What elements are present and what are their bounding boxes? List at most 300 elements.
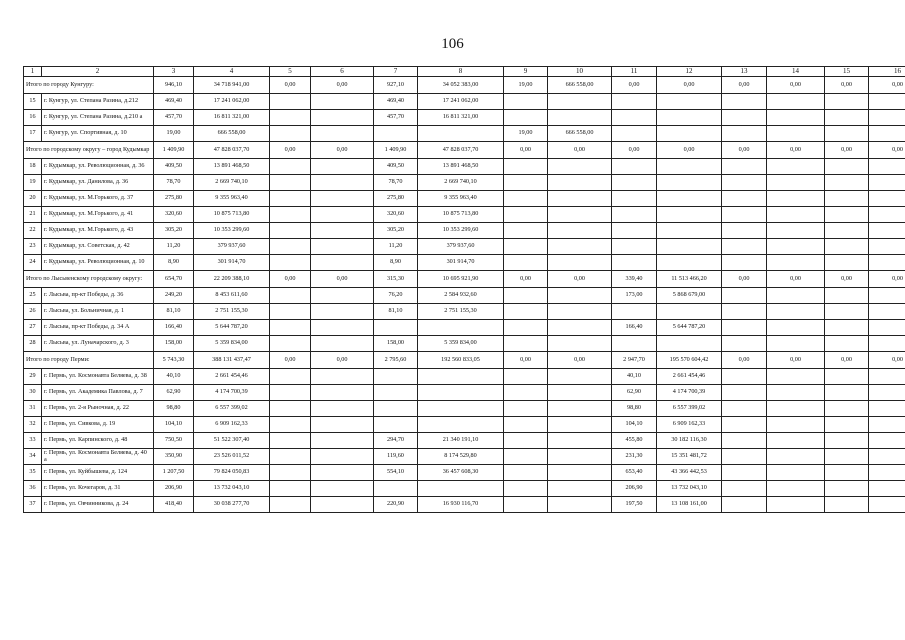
table-row: [24, 255, 905, 271]
value-cell: 5 644 787,20: [657, 320, 722, 336]
value-cell: 173,00: [612, 288, 657, 304]
value-cell: [767, 385, 825, 401]
value-cell: 5 359 834,00: [194, 336, 270, 352]
value-cell: [270, 449, 311, 465]
value-cell: [612, 304, 657, 320]
value-cell: [270, 110, 311, 126]
value-cell: 8,90: [154, 255, 194, 271]
table-row: [24, 369, 905, 385]
value-cell: 666 558,00: [194, 126, 270, 142]
value-cell: 0,00: [825, 77, 869, 94]
value-cell: 17 241 062,00: [418, 94, 504, 110]
value-cell: [869, 110, 905, 126]
header-cell: 15: [825, 67, 869, 77]
value-cell: [504, 207, 548, 223]
table-row: [24, 288, 905, 304]
address-cell: г. Пермь, ул. Космонавта Беляева, д. 38: [42, 369, 154, 385]
table-row: [24, 126, 905, 142]
value-cell: [504, 385, 548, 401]
subtotal-row: [24, 352, 905, 369]
value-cell: [311, 126, 374, 142]
value-cell: 2 661 454,46: [194, 369, 270, 385]
value-cell: [722, 336, 767, 352]
value-cell: 166,40: [154, 320, 194, 336]
value-cell: 0,00: [767, 271, 825, 288]
value-cell: [418, 320, 504, 336]
value-cell: [548, 239, 612, 255]
value-cell: [657, 175, 722, 191]
row-number: 31: [24, 401, 42, 417]
value-cell: [612, 191, 657, 207]
value-cell: [270, 175, 311, 191]
value-cell: [869, 433, 905, 449]
row-number: 30: [24, 385, 42, 401]
value-cell: 40,10: [154, 369, 194, 385]
value-cell: [548, 465, 612, 481]
table-row: [24, 481, 905, 497]
value-cell: [825, 401, 869, 417]
address-cell: г. Кудымкар, ул. Данилова, д. 36: [42, 175, 154, 191]
value-cell: [504, 255, 548, 271]
header-cell: 10: [548, 67, 612, 77]
value-cell: [825, 497, 869, 513]
address-cell: г. Пермь, ул. Куйбышева, д. 124: [42, 465, 154, 481]
value-cell: 275,80: [374, 191, 418, 207]
value-cell: 0,00: [869, 142, 905, 159]
value-cell: [504, 401, 548, 417]
header-cell: 4: [194, 67, 270, 77]
value-cell: [869, 369, 905, 385]
value-cell: [311, 159, 374, 175]
address-cell: г. Пермь, ул. Овчинникова, д. 24: [42, 497, 154, 513]
value-cell: 455,80: [612, 433, 657, 449]
value-cell: 554,10: [374, 465, 418, 481]
value-cell: [418, 417, 504, 433]
value-cell: 2 751 155,30: [418, 304, 504, 320]
value-cell: 21 340 191,10: [418, 433, 504, 449]
value-cell: [722, 417, 767, 433]
value-cell: [548, 288, 612, 304]
header-cell: 12: [657, 67, 722, 77]
value-cell: 22 209 388,10: [194, 271, 270, 288]
value-cell: [311, 288, 374, 304]
value-cell: 5 644 787,20: [194, 320, 270, 336]
address-cell: г. Кунгур, ул. Степана Разина, д.212: [42, 94, 154, 110]
value-cell: [504, 465, 548, 481]
value-cell: 17 241 062,00: [194, 94, 270, 110]
value-cell: [869, 175, 905, 191]
header-cell: 1: [24, 67, 42, 77]
header-cell: 9: [504, 67, 548, 77]
value-cell: [311, 465, 374, 481]
value-cell: [722, 191, 767, 207]
value-cell: 5 359 834,00: [418, 336, 504, 352]
value-cell: [722, 465, 767, 481]
value-cell: 104,10: [612, 417, 657, 433]
value-cell: [311, 320, 374, 336]
value-cell: 62,90: [154, 385, 194, 401]
value-cell: [825, 304, 869, 320]
value-cell: [311, 385, 374, 401]
value-cell: [311, 94, 374, 110]
value-cell: [311, 255, 374, 271]
value-cell: 0,00: [869, 352, 905, 369]
value-cell: 206,90: [154, 481, 194, 497]
value-cell: [767, 126, 825, 142]
address-cell: г. Лысьва, ул. Больничная, д. 1: [42, 304, 154, 320]
value-cell: [767, 481, 825, 497]
value-cell: 47 828 037,70: [194, 142, 270, 159]
value-cell: [825, 110, 869, 126]
table-row: [24, 433, 905, 449]
value-cell: [418, 481, 504, 497]
value-cell: [767, 207, 825, 223]
value-cell: 457,70: [154, 110, 194, 126]
value-cell: 305,20: [374, 223, 418, 239]
value-cell: 197,50: [612, 497, 657, 513]
value-cell: [270, 255, 311, 271]
value-cell: [548, 255, 612, 271]
table-row: [24, 320, 905, 336]
value-cell: [548, 94, 612, 110]
table-row: [24, 175, 905, 191]
value-cell: [767, 417, 825, 433]
value-cell: [548, 433, 612, 449]
value-cell: [722, 385, 767, 401]
value-cell: [548, 175, 612, 191]
value-cell: [504, 94, 548, 110]
value-cell: [825, 191, 869, 207]
value-cell: 0,00: [869, 77, 905, 94]
row-number: 21: [24, 207, 42, 223]
table-row: [24, 110, 905, 126]
address-cell: г. Кунгур, ул. Спортивная, д. 10: [42, 126, 154, 142]
value-cell: [825, 207, 869, 223]
value-cell: [504, 159, 548, 175]
value-cell: 2 584 932,60: [418, 288, 504, 304]
value-cell: 0,00: [722, 142, 767, 159]
value-cell: [767, 255, 825, 271]
table-row: [24, 304, 905, 320]
value-cell: [869, 417, 905, 433]
value-cell: 0,00: [612, 142, 657, 159]
value-cell: 16 811 321,00: [194, 110, 270, 126]
value-cell: [767, 159, 825, 175]
address-cell: г. Лысьва, пр-кт Победы, д. 34 А: [42, 320, 154, 336]
value-cell: 0,00: [722, 271, 767, 288]
table-row: [24, 336, 905, 352]
value-cell: 927,10: [374, 77, 418, 94]
value-cell: 0,00: [767, 142, 825, 159]
value-cell: [869, 401, 905, 417]
value-cell: 2 669 740,10: [194, 175, 270, 191]
value-cell: 2 751 155,30: [194, 304, 270, 320]
value-cell: 11,20: [374, 239, 418, 255]
value-cell: [270, 433, 311, 449]
value-cell: 192 560 833,05: [418, 352, 504, 369]
value-cell: [311, 304, 374, 320]
row-number: 36: [24, 481, 42, 497]
value-cell: 6 557 399,02: [194, 401, 270, 417]
value-cell: [311, 191, 374, 207]
value-cell: 275,80: [154, 191, 194, 207]
value-cell: [270, 94, 311, 110]
value-cell: [869, 94, 905, 110]
value-cell: [869, 126, 905, 142]
header-cell: 7: [374, 67, 418, 77]
value-cell: 350,90: [154, 449, 194, 465]
value-cell: [270, 288, 311, 304]
value-cell: [657, 223, 722, 239]
value-cell: 0,00: [270, 352, 311, 369]
address-cell: г. Пермь, ул. 2-я Рыночная, д. 22: [42, 401, 154, 417]
value-cell: 315,30: [374, 271, 418, 288]
value-cell: [548, 223, 612, 239]
value-cell: [825, 385, 869, 401]
table-row: [24, 207, 905, 223]
value-cell: [548, 207, 612, 223]
header-cell: 2: [42, 67, 154, 77]
value-cell: [825, 336, 869, 352]
value-cell: [504, 369, 548, 385]
value-cell: [869, 239, 905, 255]
value-cell: 0,00: [767, 352, 825, 369]
value-cell: 653,40: [612, 465, 657, 481]
row-number: 23: [24, 239, 42, 255]
value-cell: [311, 369, 374, 385]
value-cell: 231,30: [612, 449, 657, 465]
value-cell: [722, 369, 767, 385]
table-row: [24, 223, 905, 239]
address-cell: г. Пермь, ул. Кочегаров, д. 31: [42, 481, 154, 497]
value-cell: 5 743,30: [154, 352, 194, 369]
value-cell: [270, 336, 311, 352]
value-cell: 1 409,90: [374, 142, 418, 159]
page-number: 106: [441, 36, 464, 52]
value-cell: [657, 191, 722, 207]
value-cell: 13 891 468,50: [418, 159, 504, 175]
value-cell: [767, 336, 825, 352]
value-cell: [548, 417, 612, 433]
subtotal-label: Итого по городскому округу – город Кудымкар: [24, 142, 154, 159]
value-cell: [657, 126, 722, 142]
value-cell: 0,00: [825, 142, 869, 159]
value-cell: [722, 110, 767, 126]
address-cell: г. Кудымкар, ул. М.Горького, д. 43: [42, 223, 154, 239]
value-cell: 10 695 921,90: [418, 271, 504, 288]
value-cell: [374, 369, 418, 385]
value-cell: 2 669 740,10: [418, 175, 504, 191]
value-cell: [722, 175, 767, 191]
row-number: 17: [24, 126, 42, 142]
header-cell: 13: [722, 67, 767, 77]
value-cell: [869, 304, 905, 320]
value-cell: 457,70: [374, 110, 418, 126]
value-cell: 119,60: [374, 449, 418, 465]
value-cell: [504, 191, 548, 207]
value-cell: [612, 255, 657, 271]
value-cell: 388 131 437,47: [194, 352, 270, 369]
row-number: 27: [24, 320, 42, 336]
value-cell: [548, 481, 612, 497]
row-number: 26: [24, 304, 42, 320]
value-cell: [374, 126, 418, 142]
value-cell: [504, 175, 548, 191]
row-number: 37: [24, 497, 42, 513]
value-cell: 0,00: [311, 77, 374, 94]
address-cell: г. Кунгур, ул. Степана Разина, д.210 а: [42, 110, 154, 126]
value-cell: [504, 336, 548, 352]
value-cell: 158,00: [154, 336, 194, 352]
value-cell: [311, 433, 374, 449]
value-cell: [869, 320, 905, 336]
value-cell: 79 824 050,83: [194, 465, 270, 481]
address-cell: г. Пермь, ул. Академика Павлова, д. 7: [42, 385, 154, 401]
value-cell: 13 891 468,50: [194, 159, 270, 175]
value-cell: 469,40: [374, 94, 418, 110]
value-cell: [504, 497, 548, 513]
value-cell: [767, 191, 825, 207]
value-cell: [825, 481, 869, 497]
value-cell: 0,00: [657, 77, 722, 94]
header-cell: 16: [869, 67, 905, 77]
value-cell: [722, 223, 767, 239]
value-cell: [548, 191, 612, 207]
value-cell: [722, 320, 767, 336]
value-cell: 11,20: [154, 239, 194, 255]
value-cell: [767, 304, 825, 320]
row-number: 24: [24, 255, 42, 271]
value-cell: [504, 288, 548, 304]
value-cell: [311, 336, 374, 352]
value-cell: [311, 175, 374, 191]
value-cell: [418, 126, 504, 142]
value-cell: [825, 126, 869, 142]
value-cell: [311, 417, 374, 433]
value-cell: 34 718 941,00: [194, 77, 270, 94]
value-cell: [767, 175, 825, 191]
value-cell: 30 038 277,70: [194, 497, 270, 513]
value-cell: 43 366 442,53: [657, 465, 722, 481]
value-cell: [548, 320, 612, 336]
value-cell: 0,00: [548, 271, 612, 288]
value-cell: [270, 207, 311, 223]
value-cell: [825, 175, 869, 191]
value-cell: [270, 385, 311, 401]
value-cell: [767, 497, 825, 513]
value-cell: [722, 126, 767, 142]
value-cell: 0,00: [270, 77, 311, 94]
value-cell: [657, 255, 722, 271]
table-row: [24, 417, 905, 433]
value-cell: [504, 433, 548, 449]
value-cell: [612, 336, 657, 352]
value-cell: 15 351 481,72: [657, 449, 722, 465]
value-cell: 0,00: [825, 352, 869, 369]
value-cell: [270, 417, 311, 433]
value-cell: [767, 239, 825, 255]
value-cell: 320,60: [374, 207, 418, 223]
value-cell: 0,00: [722, 352, 767, 369]
value-cell: [722, 433, 767, 449]
value-cell: [311, 110, 374, 126]
value-cell: [504, 239, 548, 255]
value-cell: 78,70: [154, 175, 194, 191]
value-cell: [418, 369, 504, 385]
row-number: 35: [24, 465, 42, 481]
address-cell: г. Кудымкар, ул. М.Горького, д. 37: [42, 191, 154, 207]
table-row: [24, 385, 905, 401]
value-cell: [869, 385, 905, 401]
value-cell: 946,10: [154, 77, 194, 94]
value-cell: 81,10: [374, 304, 418, 320]
value-cell: [270, 159, 311, 175]
value-cell: 13 732 043,10: [194, 481, 270, 497]
value-cell: 409,50: [154, 159, 194, 175]
row-number: 16: [24, 110, 42, 126]
value-cell: 294,70: [374, 433, 418, 449]
value-cell: [657, 304, 722, 320]
value-cell: [722, 255, 767, 271]
value-cell: 2 661 454,46: [657, 369, 722, 385]
value-cell: 9 355 963,40: [418, 191, 504, 207]
subtotal-row: [24, 77, 905, 94]
value-cell: 10 875 713,80: [418, 207, 504, 223]
value-cell: [722, 94, 767, 110]
value-cell: [270, 239, 311, 255]
value-cell: 0,00: [767, 77, 825, 94]
header-cell: 11: [612, 67, 657, 77]
address-cell: г. Пермь, ул. Карпинского, д. 48: [42, 433, 154, 449]
value-cell: [270, 320, 311, 336]
value-cell: 76,20: [374, 288, 418, 304]
value-cell: 47 828 037,70: [418, 142, 504, 159]
value-cell: [612, 223, 657, 239]
value-cell: 104,10: [154, 417, 194, 433]
value-cell: [722, 449, 767, 465]
table-row: [24, 449, 905, 465]
value-cell: [722, 401, 767, 417]
value-cell: 0,00: [657, 142, 722, 159]
value-cell: [270, 497, 311, 513]
value-cell: 4 174 700,39: [194, 385, 270, 401]
value-cell: 2 795,60: [374, 352, 418, 369]
value-cell: [825, 159, 869, 175]
address-cell: г. Пермь, ул. Космонавта Беляева, д. 40 а: [42, 449, 154, 465]
address-cell: г. Кудымкар, ул. М.Горького, д. 41: [42, 207, 154, 223]
value-cell: [722, 159, 767, 175]
value-cell: [657, 336, 722, 352]
value-cell: 1 207,50: [154, 465, 194, 481]
value-cell: [722, 207, 767, 223]
address-cell: г. Лысьва, пр-кт Победы, д. 36: [42, 288, 154, 304]
value-cell: 23 526 011,52: [194, 449, 270, 465]
value-cell: [825, 369, 869, 385]
value-cell: 339,40: [612, 271, 657, 288]
value-cell: 0,00: [612, 77, 657, 94]
value-cell: [869, 223, 905, 239]
value-cell: 40,10: [612, 369, 657, 385]
value-cell: [722, 497, 767, 513]
address-cell: г. Кудымкар, ул. Революционная, д. 10: [42, 255, 154, 271]
value-cell: 81,10: [154, 304, 194, 320]
value-cell: 5 868 679,00: [657, 288, 722, 304]
value-cell: [869, 481, 905, 497]
value-cell: 30 182 116,30: [657, 433, 722, 449]
value-cell: [657, 110, 722, 126]
value-cell: 62,90: [612, 385, 657, 401]
value-cell: 469,40: [154, 94, 194, 110]
